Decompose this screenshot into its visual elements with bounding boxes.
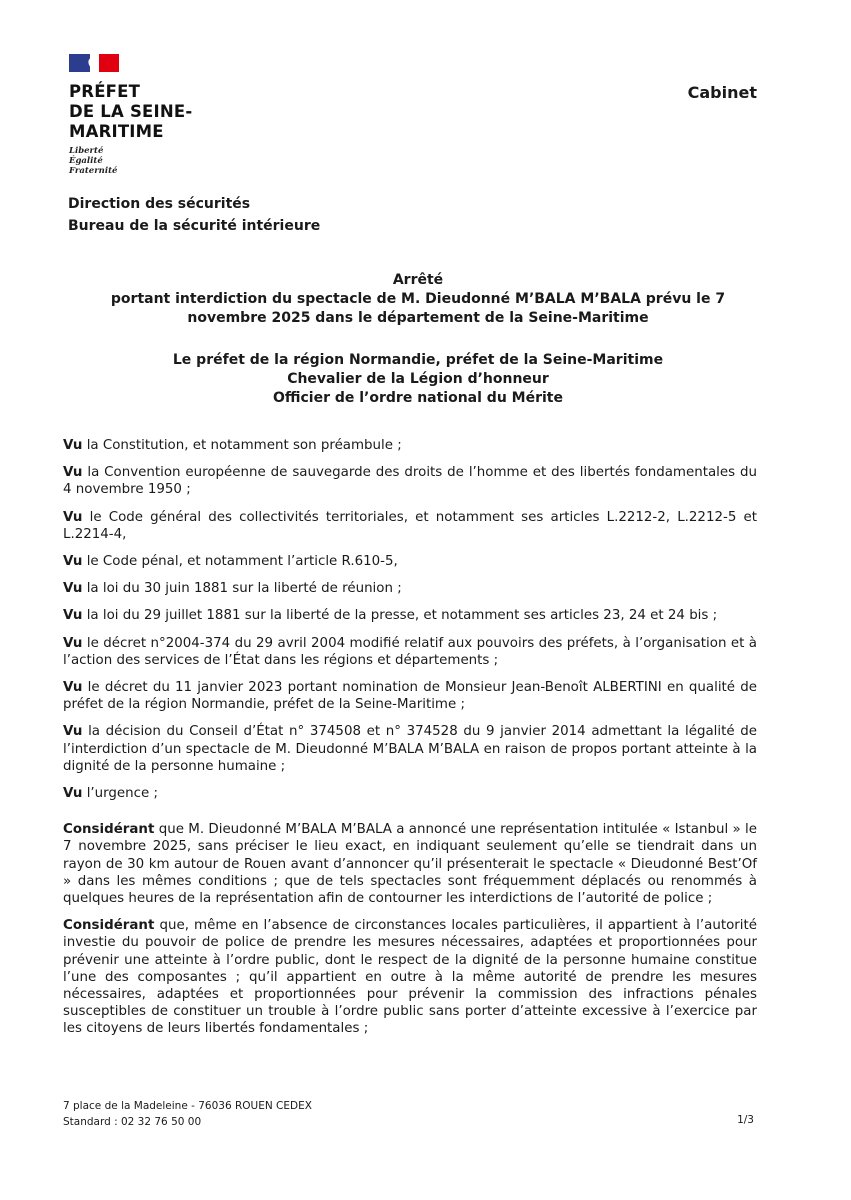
vu-keyword: Vu — [63, 581, 83, 597]
cabinet-label: Cabinet — [687, 83, 757, 102]
page-number: 1/3 — [737, 1114, 754, 1126]
vu-text: la loi du 30 juin 1881 sur la liberté de réunion ; — [86, 581, 402, 597]
vu-keyword: Vu — [63, 438, 83, 453]
authority-line: Le préfet de la région Normandie, préfet de la Seine-Maritime — [172, 352, 664, 368]
authority-block — [60, 351, 776, 408]
vu-item — [63, 437, 757, 454]
direction-label: Direction des sécurités — [68, 196, 251, 212]
devise — [69, 146, 219, 176]
vu-text: la décision du Conseil d’État n° 374508 et n° 374528 du 9 janvier 2014 admettant la légalité de l’interdiction d’un spectacle de M. Dieudonné M’BALA M’BALA en raison de propos portant atteinte à la dignité de la personne humaine ; — [63, 724, 757, 774]
considerant-keyword: Considérant — [63, 918, 155, 934]
vu-item — [63, 553, 757, 570]
section-gap — [63, 812, 757, 821]
footer-address: 7 place de la Madeleine - 76036 ROUEN CEDEX — [63, 1100, 312, 1112]
french-flag-icon — [69, 54, 119, 72]
vu-item — [63, 723, 757, 775]
vu-text: la Convention européenne de sauvegarde des droits de l’homme et des libertés fondamentales du 4 novembre 1950 ; — [63, 465, 757, 498]
vu-item — [63, 635, 757, 669]
vu-keyword: Vu — [63, 608, 83, 624]
prefecture-logo — [69, 54, 219, 176]
arrete-label: Arrêté — [392, 272, 444, 288]
considerant-text: que, même en l’absence de circonstances locales particulières, il appartient à l’autorité investie du pouvoir de police de prendre les mesures nécessaires, adaptées et proportionnées pour prévenir une atteinte à l’ordre public, dont le respect de la dignité de la personne humaine constitue l’une des composantes ; qu’il appartient en outre à la même autorité de prendre les mesures nécessaires, adaptées et proportionnées pour prévenir la commission des infractions pénales susceptibles de constituer un trouble à l’ordre public sans porter d’atteinte excessive à l’exercice par les citoyens de leurs libertés fondamentales ; — [63, 918, 758, 1037]
vu-keyword: Vu — [63, 724, 83, 740]
vu-keyword: Vu — [63, 465, 83, 481]
considerant-item — [63, 821, 757, 907]
authority-line: Chevalier de la Légion d’honneur — [287, 371, 549, 387]
prefet-line: MARITIME — [69, 122, 164, 141]
flag-red-band — [99, 54, 119, 72]
devise-line: Fraternité — [69, 166, 118, 176]
vu-text: l’urgence ; — [86, 786, 159, 802]
vu-item — [63, 509, 757, 543]
vu-item — [63, 679, 757, 713]
vu-keyword: Vu — [63, 554, 83, 570]
vu-keyword: Vu — [63, 509, 83, 525]
footer-contact — [63, 1098, 312, 1130]
vu-text: la loi du 29 juillet 1881 sur la liberté de la presse, et notamment ses articles 23, 24 et 24 bis ; — [86, 608, 718, 624]
vu-keyword: Vu — [63, 680, 83, 696]
vu-text: le Code général des collectivités territoriales, et notamment ses articles L.2212-2, L.2212-5 et L.2214-4, — [63, 509, 757, 542]
service-block — [68, 193, 320, 237]
vu-item — [63, 464, 757, 498]
vu-keyword: Vu — [63, 786, 83, 802]
prefet-line: PRÉFET — [69, 82, 141, 101]
devise-line: Liberté — [69, 146, 104, 156]
marianne-icon — [85, 56, 99, 70]
considerant-text: que M. Dieudonné M’BALA M’BALA a annoncé une représentation intitulée « Istanbul » le 7 novembre 2025, sans préciser le lieu exact, en indiquant seulement qu’elle se tiendrait dans un rayon de 30 km autour de Rouen avant d’annoncer qu’il présenterait le spectacle « Dieudonné Best’Of » dans les mêmes conditions ; que de tels spectacles sont fréquemment déplacés ou renommés à quelques heures de la représentation afin de contourner les interdictions de l’autorité de police ; — [63, 822, 757, 907]
bureau-label: Bureau de la sécurité intérieure — [68, 218, 321, 234]
devise-line: Égalité — [69, 156, 103, 166]
prefet-line: DE LA SEINE- — [69, 102, 193, 121]
arrete-subject: portant interdiction du spectacle de M. Dieudonné M’BALA M’BALA prévu le 7 novembre 2025 dans le département de la Seine-Maritime — [110, 291, 726, 326]
vu-text: la Constitution, et notamment son préambule ; — [86, 438, 402, 453]
vu-text: le décret n°2004-374 du 29 avril 2004 modifié relatif aux pouvoirs des préfets, à l’organisation et à l’action des services de l’État dans les régions et départements ; — [63, 635, 757, 668]
document-body — [63, 437, 757, 1048]
considerant-item — [63, 917, 757, 1037]
authority-line: Officier de l’ordre national du Mérite — [272, 390, 563, 406]
vu-text: le décret du 11 janvier 2023 portant nomination de Monsieur Jean-Benoît ALBERTINI en qualité de préfet de la région Normandie, préfet de la Seine-Maritime ; — [63, 680, 757, 713]
vu-text: le Code pénal, et notamment l’article R.610-5, — [86, 554, 398, 570]
prefet-title — [69, 82, 219, 142]
vu-keyword: Vu — [63, 635, 83, 651]
vu-item — [63, 580, 757, 597]
arrete-title — [60, 271, 776, 328]
vu-item — [63, 607, 757, 624]
footer-phone: Standard : 02 32 76 50 00 — [63, 1116, 202, 1128]
vu-item — [63, 785, 757, 802]
considerant-keyword: Considérant — [63, 822, 155, 838]
